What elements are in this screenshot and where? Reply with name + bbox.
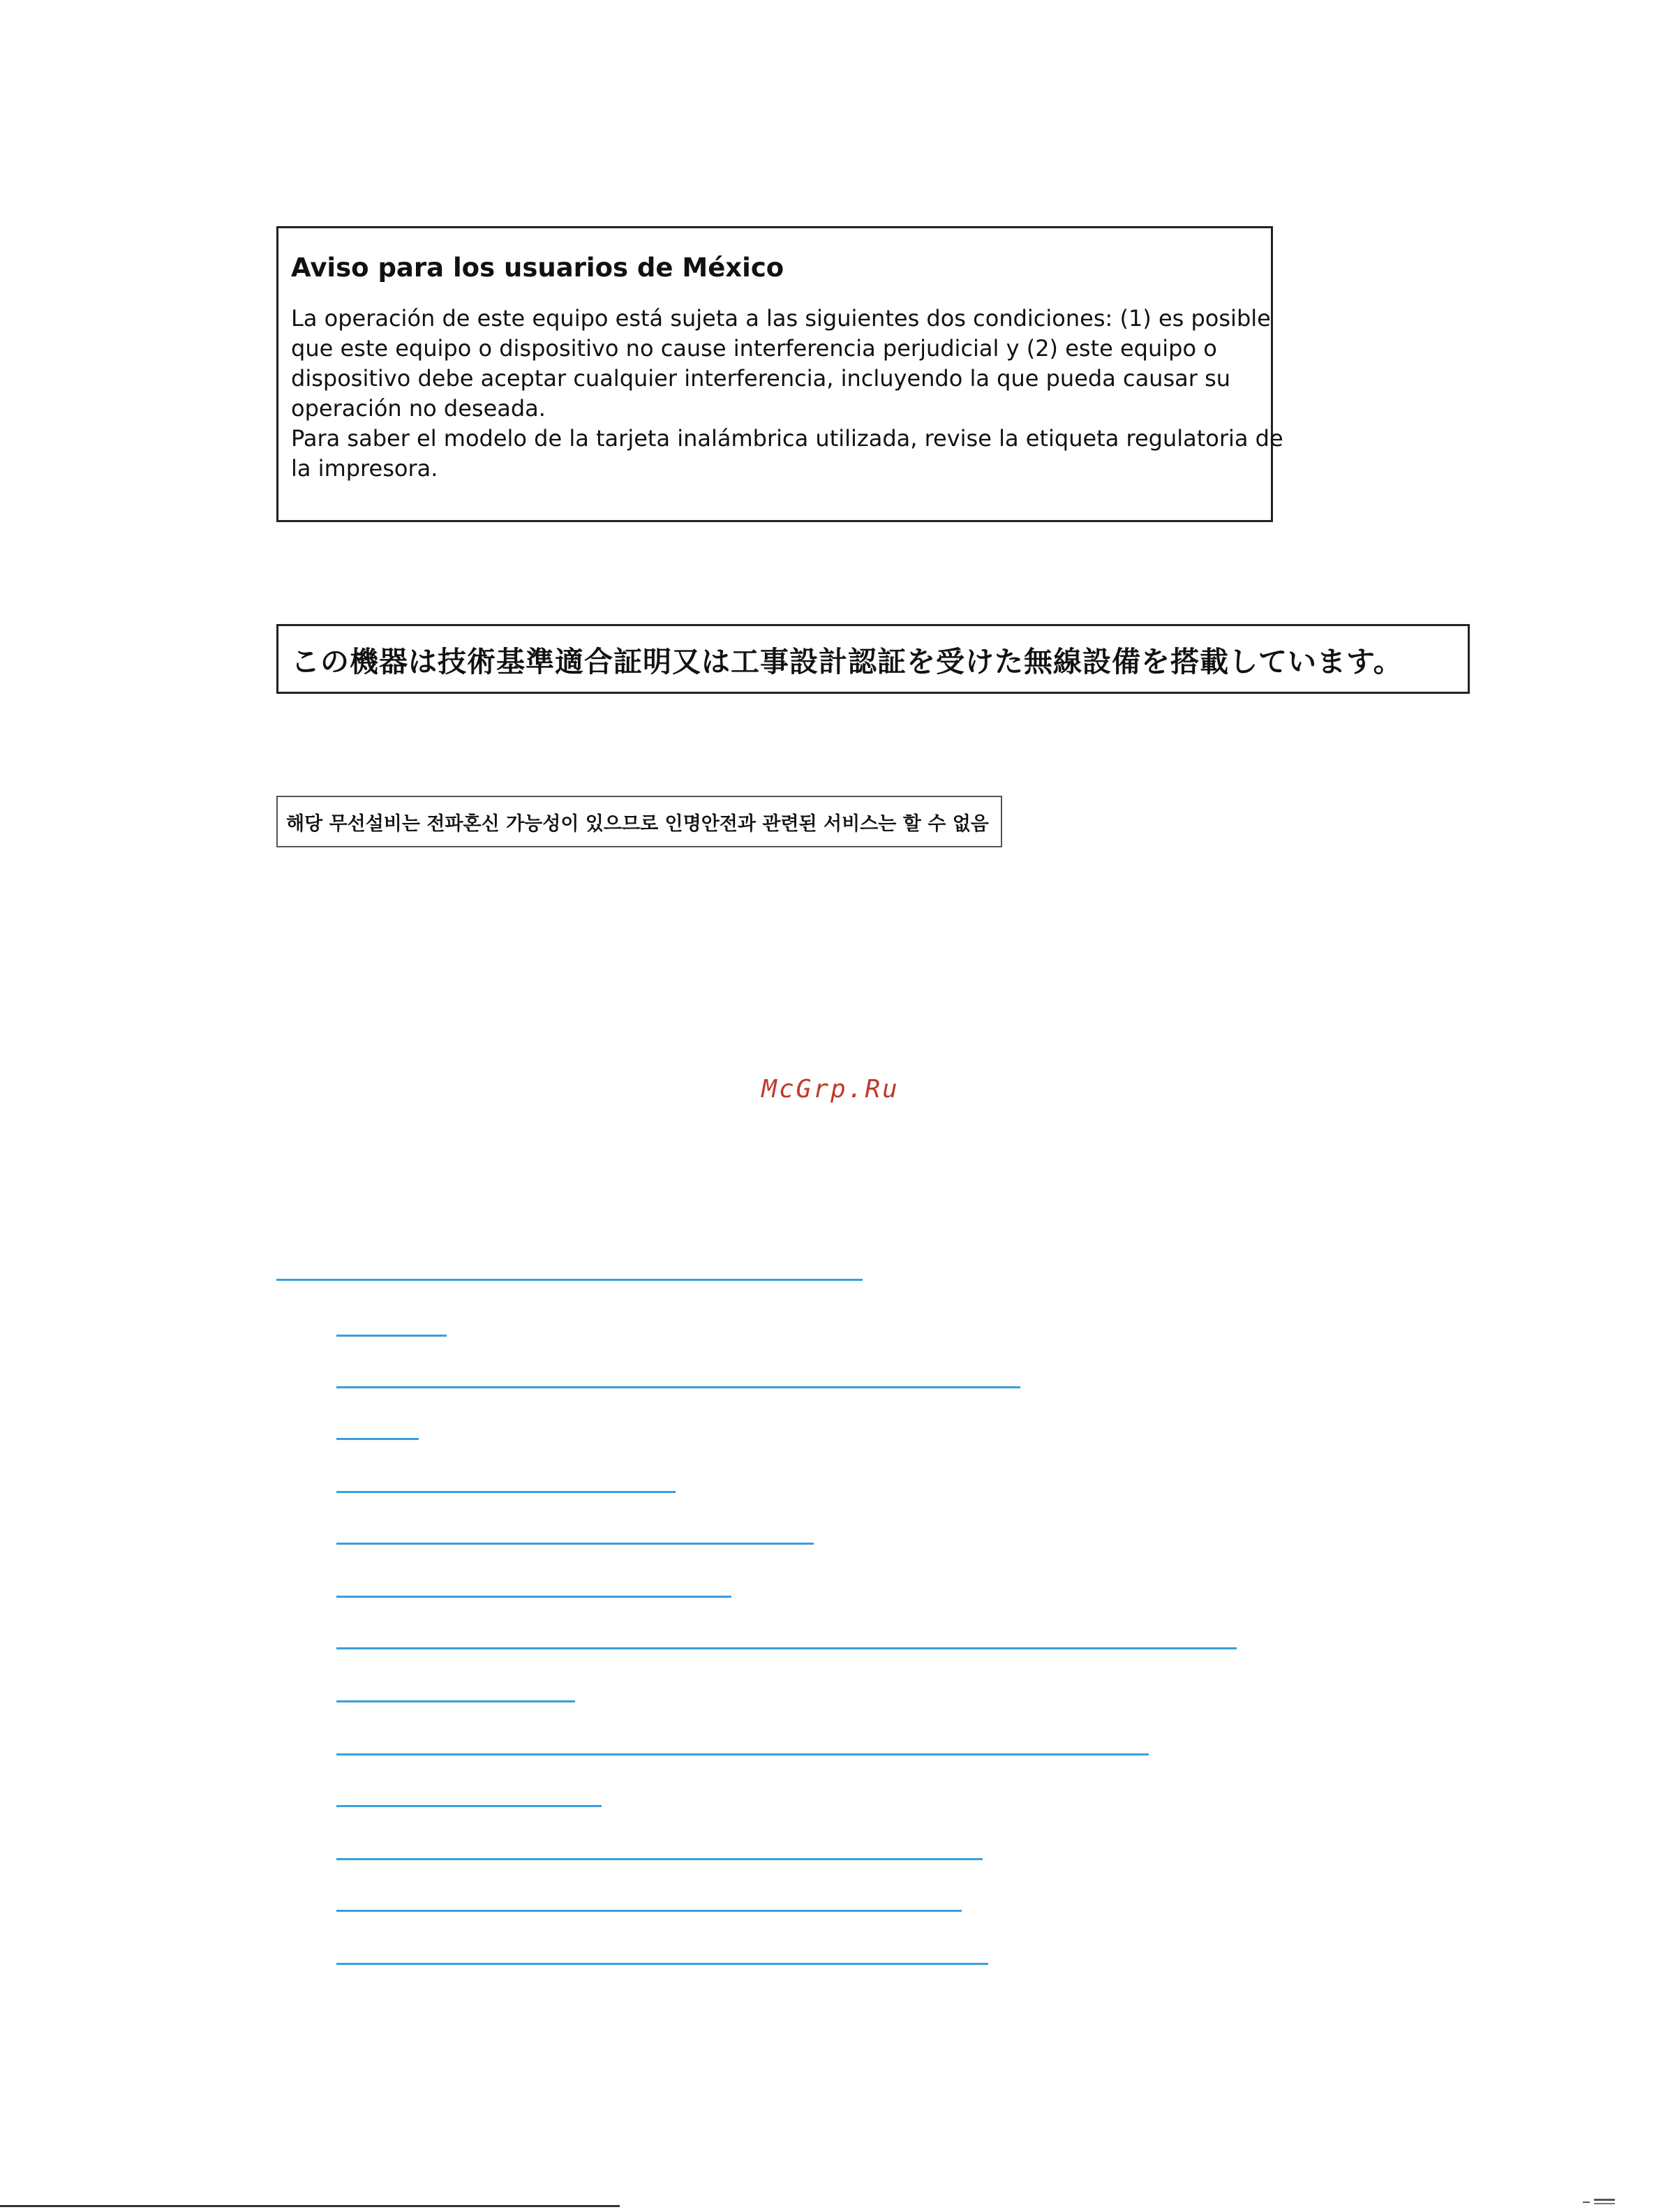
mexico-notice-line: Para saber el modelo de la tarjeta inalámbrica utilizada, revise la etiqueta regulatoria de [291,425,1283,452]
korea-notice-box [276,796,1002,847]
link-item[interactable] [336,1543,814,1545]
link-item[interactable] [336,1438,419,1440]
mexico-notice-line: que este equipo o dispositivo no cause interferencia perjudicial y (2) este equipo o [291,335,1217,362]
japan-notice-text: この機器は技術基準適合証明又は工事設計認証を受けた無線設備を搭載しています。 [291,644,1403,678]
mexico-notice-line: La operación de este equipo está sujeta a las siguientes dos condiciones: (1) es posible [291,305,1271,332]
mexico-notice-line: dispositivo debe aceptar cualquier interferencia, incluyendo la que pueda causar su [291,365,1231,392]
link-item[interactable] [336,1858,983,1860]
mexico-notice-title: Aviso para los usuarios de México [291,253,784,283]
link-item[interactable] [336,1805,602,1807]
watermark: McGrp.Ru [761,1075,900,1104]
link-item[interactable] [336,1700,575,1702]
footer-mark-icon [1583,2199,1618,2207]
footer-rule [0,2205,620,2207]
mexico-notice-line: operación no deseada. [291,395,546,422]
mexico-notice-box [276,226,1283,522]
link-item[interactable] [336,1335,447,1337]
mexico-notice-line: la impresora. [291,455,438,482]
link-item[interactable] [336,1963,988,1965]
korea-notice-text: 해당 무선설비는 전파혼신 가능성이 있으므로 인명안전과 관련된 서비스는 할 수 없음 [286,812,989,835]
link-item[interactable] [336,1596,731,1598]
link-item[interactable] [336,1491,676,1493]
link-item[interactable] [336,1910,962,1912]
link-item[interactable] [336,1753,1149,1756]
link-item[interactable] [336,1647,1237,1649]
japan-notice-box [276,624,1470,694]
link-section[interactable] [276,1279,863,1281]
link-item[interactable] [336,1386,1020,1388]
